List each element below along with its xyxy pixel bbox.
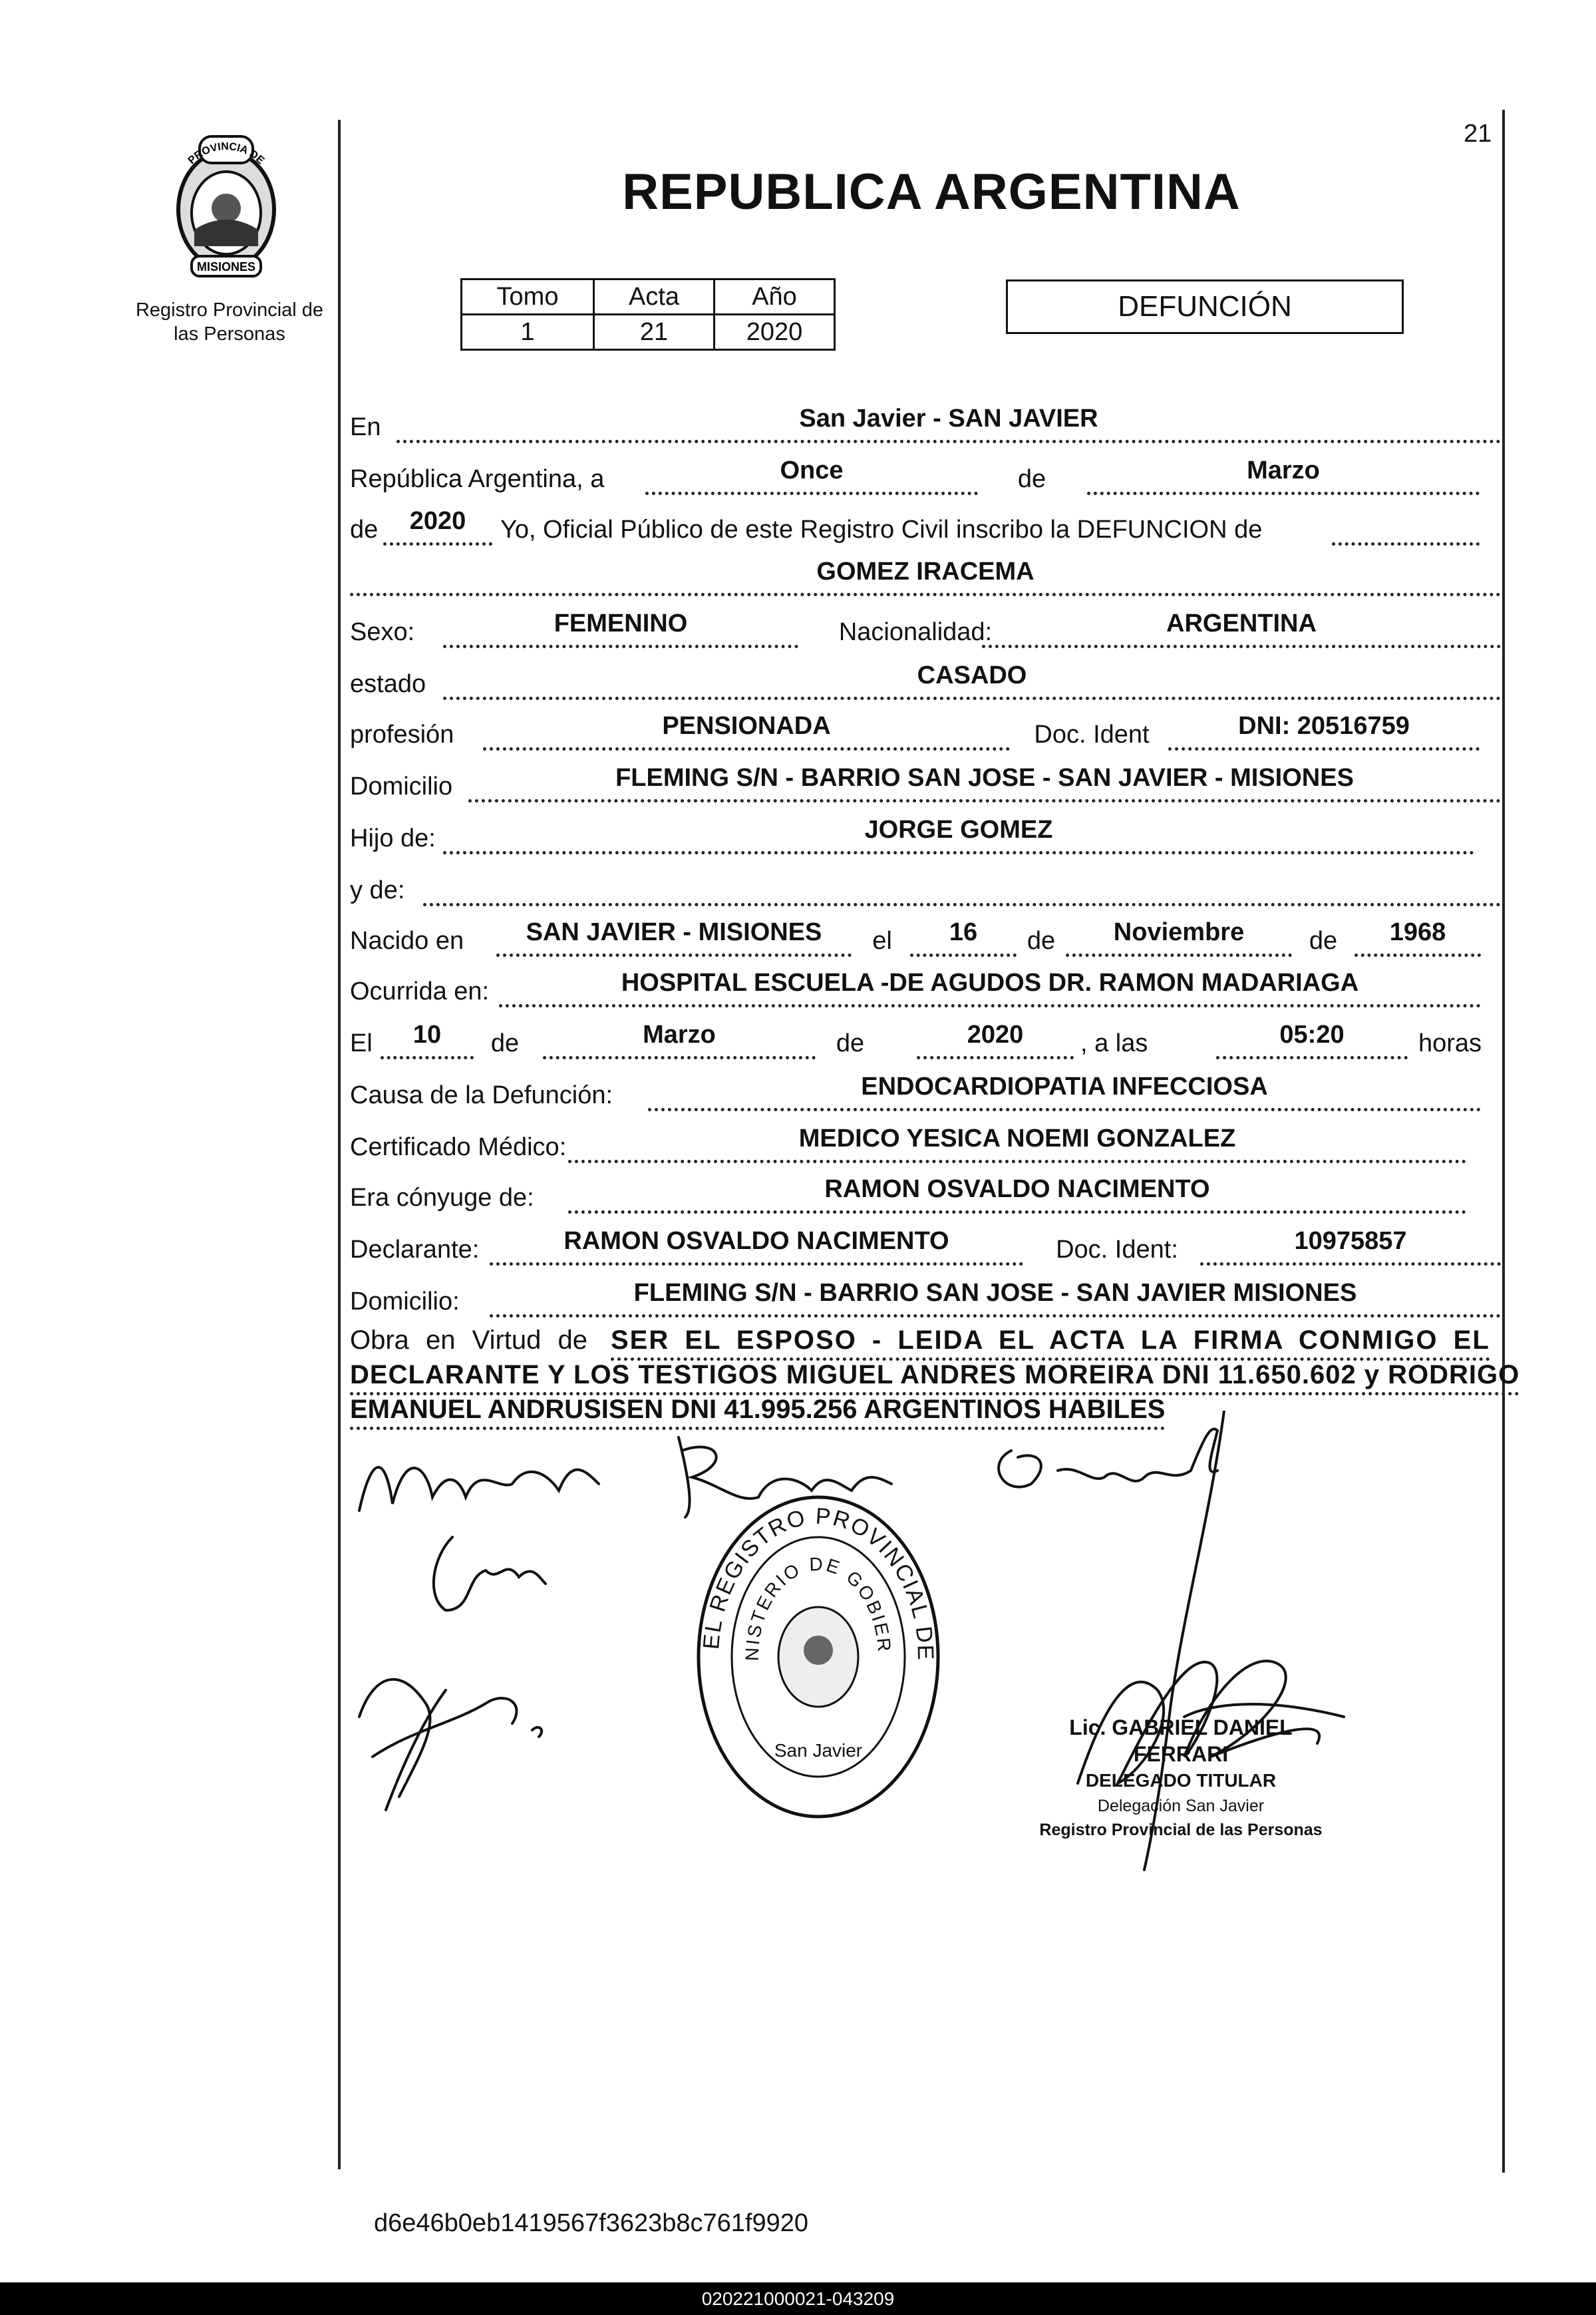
mes-texto-value: Marzo bbox=[1247, 456, 1320, 484]
domicilio2-value: FLEMING S/N - BARRIO SAN JOSE - SAN JAVIER MISIONES bbox=[633, 1279, 1357, 1307]
row-nombre bbox=[350, 559, 1501, 599]
row-declarante bbox=[350, 1228, 1501, 1268]
domicilio-value: FLEMING S/N - BARRIO SAN JOSE - SAN JAVIER - MISIONES bbox=[615, 764, 1354, 792]
declarante-label: Declarante: bbox=[350, 1236, 480, 1264]
de5-label: de bbox=[490, 1029, 520, 1057]
official-role: DELEGADO TITULAR bbox=[1085, 1770, 1277, 1791]
domicilio-label: Domicilio bbox=[350, 773, 453, 801]
row-estado bbox=[350, 663, 1501, 703]
official-name: Lic. GABRIEL DANIEL FERRARI bbox=[1069, 1715, 1293, 1766]
el-label: el bbox=[872, 927, 892, 955]
fal-anio-value: 2020 bbox=[967, 1021, 1024, 1049]
de2-label: de bbox=[350, 516, 379, 544]
nombre-value: GOMEZ IRACEMA bbox=[816, 558, 1035, 586]
sexo-field bbox=[443, 608, 798, 648]
hijo-label: Hijo de: bbox=[350, 824, 436, 852]
dia-texto-value: Once bbox=[780, 456, 844, 484]
de6-label: de bbox=[836, 1029, 865, 1057]
row-causa bbox=[350, 1074, 1501, 1114]
official-registry: Registro Provincial de las Personas bbox=[1039, 1821, 1323, 1839]
row-fallecimiento bbox=[350, 1022, 1501, 1062]
anio-header: Año bbox=[715, 279, 835, 315]
en-field bbox=[397, 403, 1501, 443]
conyuge-field bbox=[568, 1173, 1466, 1214]
estado-value: CASADO bbox=[917, 661, 1027, 689]
row-sexo bbox=[350, 611, 1501, 651]
stamp-place-text: San Javier bbox=[774, 1740, 863, 1761]
republica-label: República Argentina, a bbox=[350, 465, 605, 493]
row-hijo bbox=[350, 817, 1501, 857]
seal-bottom-text: MISIONES bbox=[196, 260, 256, 273]
fal-anio-field bbox=[917, 1019, 1074, 1059]
certificado-label: Certificado Médico: bbox=[350, 1133, 567, 1161]
anio-field bbox=[383, 505, 492, 546]
row-conyuge bbox=[350, 1176, 1501, 1216]
causa-value: ENDOCARDIOPATIA INFECCIOSA bbox=[861, 1073, 1268, 1101]
doc2-field bbox=[1200, 1225, 1501, 1266]
obra-line-1: SER EL ESPOSO - LEIDA EL ACTA LA FIRMA CONMIGO EL bbox=[611, 1323, 1490, 1361]
hora-field bbox=[1216, 1019, 1408, 1059]
nombre-field bbox=[350, 556, 1501, 596]
hijo-value: JORGE GOMEZ bbox=[864, 816, 1053, 844]
dia-texto-field bbox=[645, 454, 978, 495]
nac-anio-field bbox=[1355, 916, 1481, 957]
registry-line-2: las Personas bbox=[174, 323, 285, 345]
anio-value: 2020 bbox=[715, 315, 835, 350]
reference-table bbox=[460, 278, 836, 351]
de1-label: de bbox=[1017, 465, 1046, 493]
obra-line-2: DECLARANTE Y LOS TESTIGOS MIGUEL ANDRES MOREIRA DNI 11.650.602 y RODRIGO bbox=[350, 1357, 1519, 1395]
row-en bbox=[350, 406, 1501, 446]
province-seal-logo bbox=[153, 130, 299, 283]
nacionalidad-value: ARGENTINA bbox=[1166, 610, 1317, 637]
row-domicilio2 bbox=[350, 1280, 1501, 1320]
nacido-lugar-value: SAN JAVIER - MISIONES bbox=[526, 918, 822, 946]
row-domicilio bbox=[350, 765, 1501, 805]
row-ocurrida bbox=[350, 970, 1501, 1010]
causa-field bbox=[648, 1071, 1481, 1111]
de3-label: de bbox=[1027, 927, 1056, 955]
anio-inscripcion-value: 2020 bbox=[409, 507, 466, 535]
alas-label: , a las bbox=[1080, 1029, 1148, 1057]
profesion-value: PENSIONADA bbox=[662, 712, 831, 740]
causa-label: Causa de la Defunción: bbox=[350, 1081, 613, 1109]
en-label: En bbox=[350, 413, 381, 441]
acta-value: 21 bbox=[594, 315, 715, 350]
ocurrida-value: HOSPITAL ESCUELA -DE AGUDOS DR. RAMON MADARIAGA bbox=[621, 969, 1359, 997]
doc2-value: 10975857 bbox=[1294, 1227, 1407, 1255]
ocurrida-label: Ocurrida en: bbox=[350, 978, 490, 1005]
obra-label: Obra en Virtud de bbox=[350, 1326, 588, 1355]
fal-mes-field bbox=[543, 1019, 816, 1059]
barcode-number: 020221000021-043209 bbox=[701, 2288, 895, 2309]
row-yde bbox=[350, 869, 1501, 909]
nac-mes-field bbox=[1066, 916, 1292, 957]
yde-field bbox=[423, 866, 1501, 906]
horas-label: horas bbox=[1418, 1029, 1482, 1057]
doc-ident-value: DNI: 20516759 bbox=[1238, 712, 1410, 740]
document-hash: d6e46b0eb1419567f3623b8c761f9920 bbox=[374, 2209, 808, 2237]
mes-texto-field bbox=[1087, 454, 1480, 495]
declarante-value: RAMON OSVALDO NACIMENTO bbox=[563, 1227, 949, 1255]
doc2-label: Doc. Ident: bbox=[1056, 1236, 1178, 1264]
en-value: San Javier - SAN JAVIER bbox=[799, 405, 1098, 433]
nacionalidad-label: Nacionalidad: bbox=[838, 618, 993, 646]
nacido-label: Nacido en bbox=[350, 927, 464, 955]
estado-label: estado bbox=[350, 670, 426, 698]
nacido-lugar-field bbox=[496, 916, 852, 957]
stamp-inner-text: NISTERIO DE GOBIER bbox=[741, 1553, 895, 1662]
registry-line-1: Registro Provincial de bbox=[135, 299, 324, 321]
nac-dia-field bbox=[910, 916, 1017, 957]
left-margin-line bbox=[338, 120, 341, 2169]
domicilio2-label: Domicilio: bbox=[350, 1288, 460, 1316]
certificado-field bbox=[568, 1123, 1466, 1163]
tomo-value: 1 bbox=[462, 315, 594, 350]
official-signature-block bbox=[1025, 1714, 1337, 1842]
official-stamp bbox=[346, 1411, 938, 1817]
sexo-label: Sexo: bbox=[350, 618, 415, 646]
fal-dia-value: 10 bbox=[412, 1021, 442, 1049]
row-nacido bbox=[350, 920, 1501, 960]
conyuge-label: Era cónyuge de: bbox=[350, 1184, 534, 1212]
declarante-field bbox=[490, 1225, 1023, 1266]
acta-header: Acta bbox=[594, 279, 715, 315]
nac-dia-value: 16 bbox=[949, 918, 978, 946]
obra-line-3: EMANUEL ANDRUSISEN DNI 41.995.256 ARGENTINOS HABILES bbox=[350, 1392, 1165, 1430]
tomo-header: Tomo bbox=[462, 279, 594, 315]
el2-label: El bbox=[350, 1029, 373, 1057]
domicilio-field bbox=[468, 762, 1501, 802]
inscribo-blank bbox=[1332, 505, 1480, 546]
stamp-outer-text: EL REGISTRO PROVINCIAL DE bbox=[699, 1503, 939, 1662]
profesion-label: profesión bbox=[350, 721, 454, 749]
row-inscribo bbox=[350, 508, 1501, 548]
nacionalidad-field bbox=[982, 608, 1501, 648]
certificado-value: MEDICO YESICA NOEMI GONZALEZ bbox=[798, 1125, 1236, 1153]
domicilio2-field bbox=[490, 1277, 1501, 1318]
row-profesion bbox=[350, 713, 1501, 753]
page-title: REPUBLICA ARGENTINA bbox=[622, 164, 1241, 220]
sexo-value: FEMENINO bbox=[554, 610, 688, 637]
conyuge-value: RAMON OSVALDO NACIMENTO bbox=[824, 1175, 1210, 1203]
ocurrida-field bbox=[499, 967, 1481, 1007]
row-certificado bbox=[350, 1126, 1501, 1166]
profesion-field bbox=[483, 710, 1010, 751]
row-fecha-texto bbox=[350, 458, 1501, 498]
yde-label: y de: bbox=[350, 876, 405, 904]
seal-top-text: PROVINCIA DE bbox=[186, 140, 267, 167]
doc-ident-label: Doc. Ident bbox=[1034, 721, 1150, 749]
fal-dia-field bbox=[381, 1019, 474, 1059]
record-type-box: DEFUNCIÓN bbox=[1006, 279, 1404, 334]
de4-label: de bbox=[1309, 927, 1338, 955]
registry-name bbox=[120, 298, 339, 346]
official-office: Delegación San Javier bbox=[1097, 1797, 1265, 1815]
nac-mes-value: Noviembre bbox=[1113, 918, 1245, 946]
nac-anio-value: 1968 bbox=[1389, 918, 1446, 946]
estado-field bbox=[443, 659, 1501, 700]
inscribo-text: Yo, Oficial Público de este Registro Civil inscribo la DEFUNCION de bbox=[500, 516, 1263, 544]
fal-mes-value: Marzo bbox=[643, 1021, 716, 1049]
hora-value: 05:20 bbox=[1279, 1021, 1345, 1049]
hijo-field bbox=[443, 814, 1474, 854]
doc-ident-field bbox=[1168, 710, 1480, 751]
page-number: 21 bbox=[1464, 120, 1492, 148]
